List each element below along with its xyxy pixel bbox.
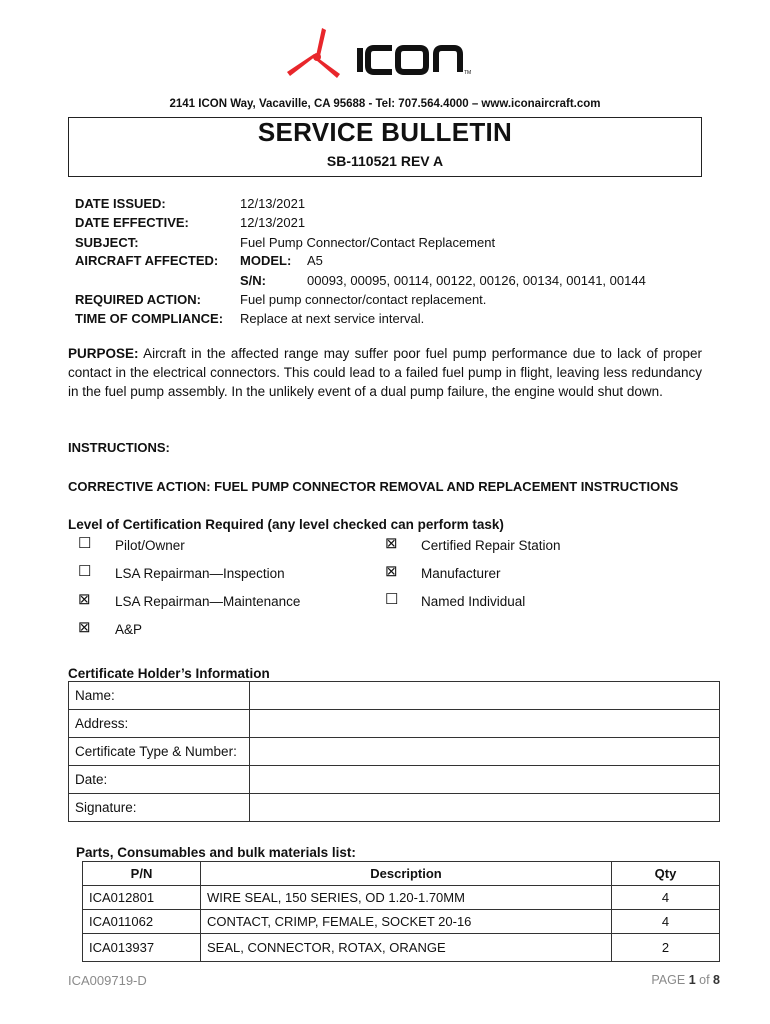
date-issued-value: 12/13/2021 [240,196,306,211]
label-lsa-maintenance: LSA Repairman—Maintenance [115,594,301,609]
required-action-value: Fuel pump connector/contact replacement. [240,292,487,307]
part-number: ICA012801 [83,886,201,910]
date-label: Date: [69,766,250,794]
sn-value: 00093, 00095, 00114, 00122, 00126, 00134, 00141, 00144 [307,273,646,288]
icon-logo [282,26,492,88]
column-header-pn: P/N [83,862,201,886]
column-header-description: Description [201,862,612,886]
table-row [69,682,720,710]
subject-value: Fuel Pump Connector/Contact Replacement [240,235,496,250]
checkbox-certified-repair-station[interactable]: ⊠ [385,535,398,552]
table-row [83,910,720,934]
part-number: ICA011062 [83,910,201,934]
address-label: Address: [69,710,250,738]
bulletin-number: SB-110521 REV A [326,153,444,169]
page-of: of [699,973,710,987]
part-number: ICA013937 [83,934,201,962]
document-number: ICA009719-D [68,973,147,988]
table-row [69,710,720,738]
label-certified-repair-station: Certified Repair Station [421,538,561,553]
subject-label: SUBJECT: [75,235,139,250]
table-row [69,794,720,822]
instructions-heading: INSTRUCTIONS: [68,440,170,455]
document-title: SERVICE BULLETIN [257,117,513,147]
column-header-qty: Qty [612,862,720,886]
part-description: WIRE SEAL, 150 SERIES, OD 1.20-1.70MM [201,886,612,910]
date-effective-value: 12/13/2021 [240,215,306,230]
address-field[interactable] [250,710,720,738]
signature-field[interactable] [250,794,720,822]
part-description: CONTACT, CRIMP, FEMALE, SOCKET 20-16 [201,910,612,934]
model-value: A5 [307,253,323,268]
table-row [69,738,720,766]
label-named-individual: Named Individual [421,594,526,609]
certification-heading: Level of Certification Required (any level checked can perform task) [68,517,504,532]
parts-table [82,861,720,962]
page-word: PAGE [651,973,686,987]
time-of-compliance-value: Replace at next service interval. [240,311,425,326]
certificate-holder-table [68,681,720,822]
certificate-type-label: Certificate Type & Number: [69,738,250,766]
part-qty: 4 [612,910,720,934]
checkbox-a-and-p[interactable]: ⊠ [78,619,91,636]
table-row [83,886,720,910]
label-pilot-owner: Pilot/Owner [115,538,185,553]
page-current: 1 [688,973,696,987]
table-header-row [83,862,720,886]
corrective-action-heading: CORRECTIVE ACTION: FUEL PUMP CONNECTOR REMOVAL AND REPLACEMENT INSTRUCTIONS [68,479,679,494]
parts-heading: Parts, Consumables and bulk materials list: [76,845,356,860]
aircraft-affected-label: AIRCRAFT AFFECTED: [75,253,219,268]
purpose-text: Aircraft in the affected range may suffer poor fuel pump performance due to lack of proper contact in the electrical connectors. This could lead to a failed fuel pump in flight, leaving less redundancy in the fuel pump assembly. In the unlikely event of a dual pump failure, the engine would shut down. [68,346,703,399]
time-of-compliance-label: TIME OF COMPLIANCE: [75,311,224,326]
certificate-holder-heading: Certificate Holder’s Information [68,666,270,681]
part-description: SEAL, CONNECTOR, ROTAX, ORANGE [201,934,612,962]
checkbox-lsa-maintenance[interactable]: ⊠ [78,591,91,608]
date-issued-label: DATE ISSUED: [75,196,166,211]
checkbox-manufacturer[interactable]: ⊠ [385,563,398,580]
sn-label: S/N: [240,273,266,288]
checkbox-named-individual[interactable]: ☐ [385,591,399,608]
certificate-type-field[interactable] [250,738,720,766]
page-total: 8 [713,973,720,987]
svg-text:TM: TM [464,70,472,76]
page-indicator [620,973,720,987]
signature-label: Signature: [69,794,250,822]
label-a-and-p: A&P [115,622,143,637]
checkbox-lsa-inspection[interactable]: ☐ [78,563,92,580]
part-qty: 4 [612,886,720,910]
part-qty: 2 [612,934,720,962]
label-lsa-inspection: LSA Repairman—Inspection [115,566,285,581]
table-row [69,766,720,794]
propeller-logo-icon [282,26,492,88]
table-row [83,934,720,962]
date-field[interactable] [250,766,720,794]
required-action-label: REQUIRED ACTION: [75,292,201,307]
purpose-label: PURPOSE: [68,346,139,361]
purpose-paragraph [68,344,702,401]
checkbox-pilot-owner[interactable]: ☐ [78,535,92,552]
model-label: MODEL: [240,253,292,268]
name-label: Name: [69,682,250,710]
company-address: 2141 ICON Way, Vacaville, CA 95688 - Tel: 707.564.4000 – www.iconaircraft.com [169,98,601,110]
date-effective-label: DATE EFFECTIVE: [75,215,189,230]
label-manufacturer: Manufacturer [421,566,501,581]
name-field[interactable] [250,682,720,710]
